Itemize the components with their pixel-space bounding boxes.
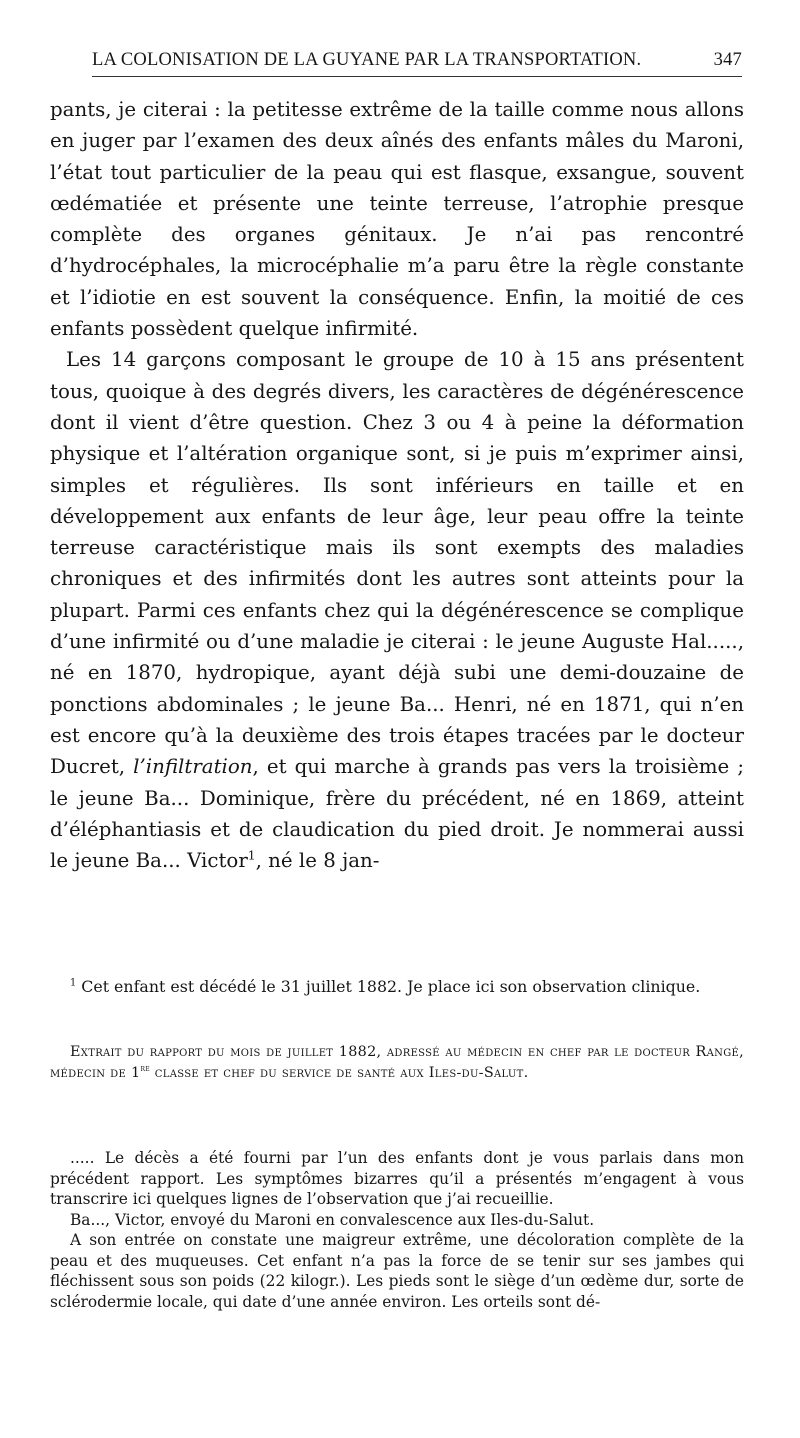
extract-paragraph-2: Ba..., Victor, envoyé du Maroni en convalescence aux Iles-du-Salut. bbox=[70, 1210, 595, 1229]
extract-heading bbox=[50, 1042, 744, 1084]
extract-heading-part-1: Extrait du rapport du mois de juillet 1882, adressé au médecin en chef par le docteur Rangé, médecin de 1 bbox=[50, 1044, 744, 1081]
extract-heading-superscript: re bbox=[140, 1064, 150, 1075]
page-number: 347 bbox=[713, 50, 742, 70]
emphasis-infiltration: l’infiltration bbox=[133, 755, 253, 779]
extract-text bbox=[50, 1148, 744, 1312]
main-text bbox=[50, 94, 744, 876]
footnote-text: Cet enfant est décédé le 31 juillet 1882. Je place ici son observation clinique. bbox=[76, 977, 701, 996]
footnote-reference: 1 bbox=[247, 848, 256, 863]
extract-paragraph-3: A son entrée on constate une maigreur extrême, une décoloration complète de la peau et des muqueuses. Cet enfant n’a pas la force de se tenir sur ses jambes qui fléchissent sous son poids (22 kilogr.). Les pieds sont le siège d’un œdème dur, sorte de sclérodermie locale, qui date d’une année environ. Les orteils sont dé- bbox=[50, 1231, 744, 1311]
paragraph-2 bbox=[50, 344, 744, 876]
footnote-marker: 1 bbox=[70, 977, 77, 989]
paragraph-2-part-b: , et qui marche à grands pas vers la troisième ; le jeune Ba... Dominique, frère du précédent, né en 1869, atteint d’éléphantiasis et de claudication du pied droit. Je nommerai aussi le jeune Ba... Victor bbox=[50, 755, 744, 873]
paragraph-2-part-c: , né le 8 jan- bbox=[255, 849, 380, 873]
footnote bbox=[50, 977, 744, 997]
extract-paragraph-1: ..... Le décès a été fourni par l’un des enfants dont je vous parlais dans mon précédent rapport. Les symptômes bizarres qu’il a présentés m’engagent à vous transcrire ici quelques lignes de l’observation que j’ai recueillie. bbox=[50, 1149, 744, 1208]
paragraph-2-part-a: Les 14 garçons composant le groupe de 10 à 15 ans présentent tous, quoique à des degrés divers, les caractères de dégénérescence dont il vient d’être question. Chez 3 ou 4 à peine la déformation physique et l’altération organique sont, si je puis m’exprimer ainsi, simples et régulières. Ils sont inférieurs en taille et en développement aux enfants de leur âge, leur peau offre la teinte terreuse caractéristique mais ils sont exempts des maladies chroniques et des infirmités dont les autres sont atteints pour la plupart. Parmi ces enfants chez qui la dégénérescence se complique d’une infirmité ou d’une maladie je citerai : le jeune Auguste Hal....., né en 1870, hydropique, ayant déjà subi une demi-douzaine de ponctions abdominales ; le jeune Ba... Henri, né en 1871, qui n’en est encore qu’à la deuxième des trois étapes tracées par le docteur Ducret, bbox=[50, 348, 744, 779]
paragraph-1: pants, je citerai : la petitesse extrême de la taille comme nous allons en juger par l’examen des deux aînés des enfants mâles du Maroni, l’état tout particulier de la peau qui est flasque, exsangue, souvent œdématiée et présente une teinte terreuse, l’atrophie presque complète des organes génitaux. Je n’ai pas rencontré d’hydrocéphales, la microcéphalie m’a paru être la règle constante et l’idiotie en est souvent la conséquence. Enfin, la moitié de ces enfants possèdent quelque infirmité. bbox=[50, 98, 744, 341]
extract-heading-part-2: classe et chef du service de santé aux Iles-du-Salut. bbox=[149, 1065, 529, 1081]
running-title: LA COLONISATION DE LA GUYANE PAR LA TRANSPORTATION. bbox=[92, 50, 642, 70]
running-header bbox=[92, 50, 742, 77]
